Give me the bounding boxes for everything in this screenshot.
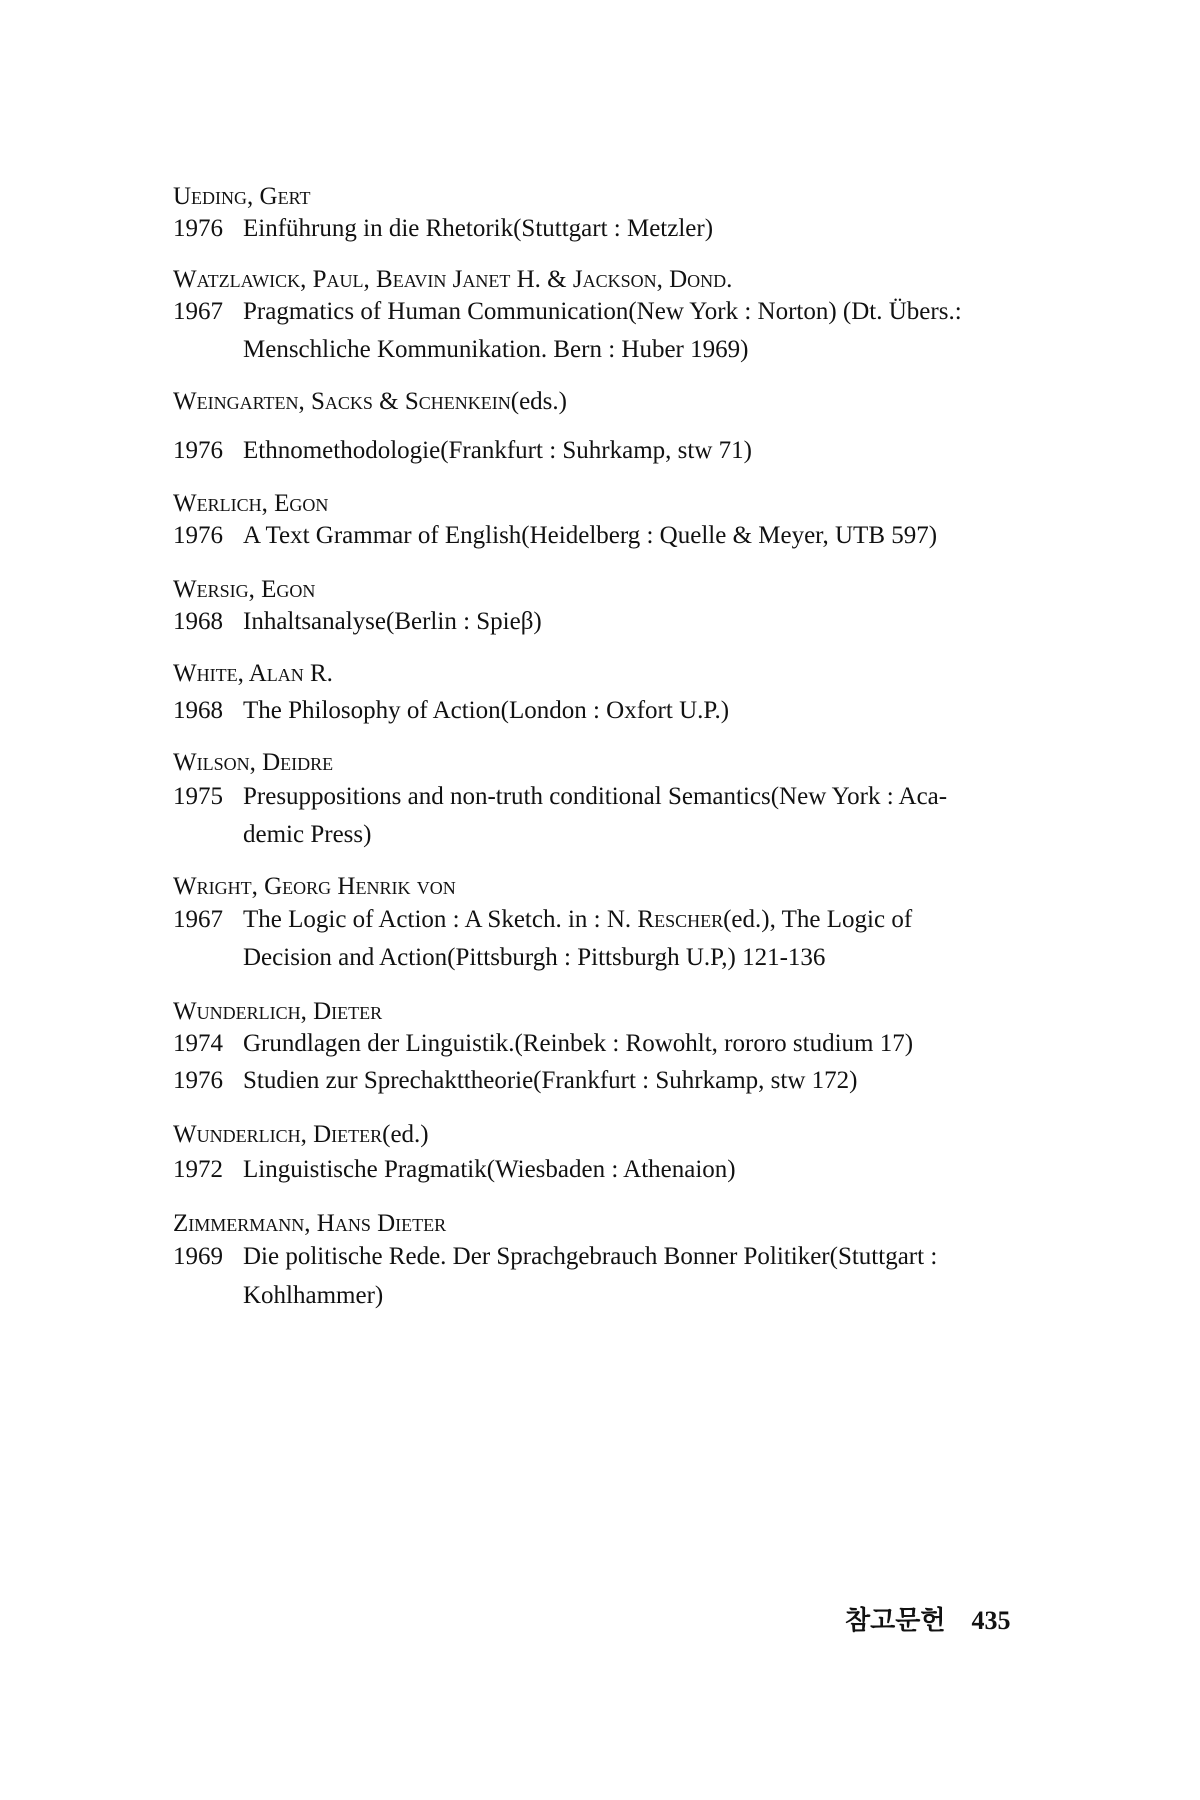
year: 1976 xyxy=(173,1067,223,1094)
reference-text: Studien zur Sprechakttheorie(Frankfurt : Suhrkamp, stw 172) xyxy=(243,1067,858,1094)
year: 1972 xyxy=(173,1156,223,1183)
year: 1974 xyxy=(173,1030,223,1057)
reference-text: The Philosophy of Action(London : Oxfort U.P.) xyxy=(243,697,730,724)
reference-text-part: (ed.), The Logic of xyxy=(723,906,913,933)
reference-text: Einführung in die Rhetorik(Stuttgart : Metzler) xyxy=(243,215,714,242)
year: 1976 xyxy=(173,215,223,242)
year: 1976 xyxy=(173,437,223,464)
year: 1968 xyxy=(173,697,223,724)
author-name: Watzlawick, Paul, Beavin Janet H. & Jackson, Dond. xyxy=(173,266,733,293)
reference-text: Ethnomethodologie(Frankfurt : Suhrkamp, stw 71) xyxy=(243,437,752,464)
reference-text: Decision and Action(Pittsburgh : Pittsburgh U.P,) 121-136 xyxy=(243,944,826,971)
reference-text: Pragmatics of Human Communication(New York : Norton) (Dt. Übers.: xyxy=(243,298,962,325)
reference-text: Inhaltsanalyse(Berlin : Spieβ) xyxy=(243,608,542,635)
author-name: Wunderlich, Dieter xyxy=(173,998,383,1025)
section-title: 참고문헌 xyxy=(845,1606,946,1636)
reference-text: Kohlhammer) xyxy=(243,1282,384,1309)
page-number: 435 xyxy=(971,1606,1011,1635)
reference-text: Die politische Rede. Der Sprachgebrauch Bonner Politiker(Stuttgart : xyxy=(243,1243,938,1270)
year: 1975 xyxy=(173,783,223,810)
author-suffix: (ed.) xyxy=(382,1121,429,1148)
reference-text xyxy=(243,905,912,935)
year: 1968 xyxy=(173,608,223,635)
author-line xyxy=(173,387,567,417)
reference-text: demic Press) xyxy=(243,821,372,848)
author-name: Zimmermann, Hans Dieter xyxy=(173,1210,447,1237)
reference-text: A Text Grammar of English(Heidelberg : Quelle & Meyer, UTB 597) xyxy=(243,522,938,549)
author-name: White, Alan R. xyxy=(173,660,333,687)
author-line xyxy=(173,1120,429,1150)
author-name: Wilson, Deidre xyxy=(173,749,334,776)
reference-text: Presuppositions and non-truth conditional Semantics(New York : Aca- xyxy=(243,783,948,810)
reference-text-part: The Logic of Action : A Sketch. in : N. xyxy=(243,906,638,933)
editor-name: Rescher xyxy=(637,906,724,933)
reference-text: Linguistische Pragmatik(Wiesbaden : Athenaion) xyxy=(243,1156,736,1183)
year: 1967 xyxy=(173,298,223,325)
author-name: Werlich, Egon xyxy=(173,490,329,517)
author-name: Wright, Georg Henrik von xyxy=(173,873,456,900)
year: 1967 xyxy=(173,906,223,933)
year: 1969 xyxy=(173,1243,223,1270)
author-name: Ueding, Gert xyxy=(173,183,311,210)
author-name: Wunderlich, Dieter xyxy=(173,1121,383,1148)
author-name: Wersig, Egon xyxy=(173,576,316,603)
reference-text: Grundlagen der Linguistik.(Reinbek : Rowohlt, rororo studium 17) xyxy=(243,1030,914,1057)
author-suffix: (eds.) xyxy=(510,388,567,415)
year: 1976 xyxy=(173,522,223,549)
author-name: Weingarten, Sacks & Schenkein xyxy=(173,388,511,415)
reference-text: Menschliche Kommunikation. Bern : Huber 1969) xyxy=(243,336,749,363)
page-footer xyxy=(845,1600,1010,1637)
